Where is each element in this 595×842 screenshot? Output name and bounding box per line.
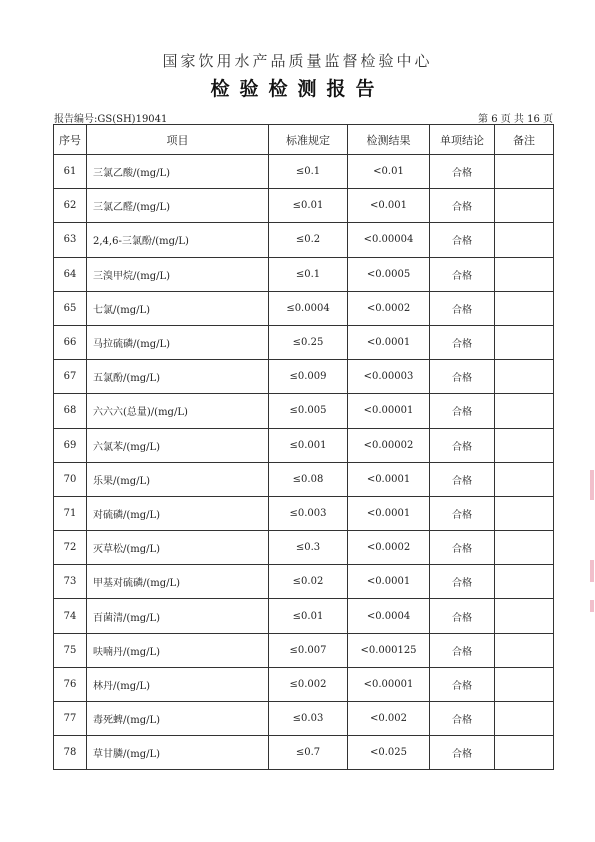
standard-limit: ≤0.08 (269, 462, 348, 496)
test-item: 七氯/(mg/L) (87, 291, 269, 325)
row-number: 65 (54, 291, 87, 325)
test-result: <0.000125 (348, 633, 430, 667)
seal-edge-mark (590, 470, 594, 500)
report-number: 报告编号:GS(SH)19041 (54, 114, 168, 125)
test-item: 对硫磷/(mg/L) (87, 496, 269, 530)
standard-limit: ≤0.1 (269, 257, 348, 291)
item-conclusion: 合格 (430, 462, 495, 496)
test-item: 乐果/(mg/L) (87, 462, 269, 496)
remark (495, 291, 554, 325)
row-number: 66 (54, 325, 87, 359)
seal-edge-mark (590, 560, 594, 582)
item-conclusion: 合格 (430, 531, 495, 565)
remark (495, 394, 554, 428)
standard-limit: ≤0.1 (269, 155, 348, 189)
seal-edge-mark (590, 600, 594, 612)
table-row (54, 667, 554, 701)
item-conclusion: 合格 (430, 189, 495, 223)
remark (495, 325, 554, 359)
page-indicator: 第 6 页 共 16 页 (478, 114, 553, 125)
item-conclusion: 合格 (430, 702, 495, 736)
remark (495, 531, 554, 565)
remark (495, 189, 554, 223)
test-result: <0.0001 (348, 565, 430, 599)
table-row (54, 428, 554, 462)
row-number: 63 (54, 223, 87, 257)
item-conclusion: 合格 (430, 325, 495, 359)
remark (495, 428, 554, 462)
test-item: 马拉硫磷/(mg/L) (87, 325, 269, 359)
standard-limit: ≤0.01 (269, 599, 348, 633)
row-number: 69 (54, 428, 87, 462)
report-title: 检验检测报告 (210, 78, 385, 100)
test-item: 五氯酚/(mg/L) (87, 360, 269, 394)
test-result: <0.01 (348, 155, 430, 189)
remark (495, 565, 554, 599)
table-row (54, 291, 554, 325)
remark (495, 496, 554, 530)
test-item: 三氯乙醛/(mg/L) (87, 189, 269, 223)
table-row (54, 531, 554, 565)
test-item: 毒死蜱/(mg/L) (87, 702, 269, 736)
table-row (54, 223, 554, 257)
row-number: 78 (54, 736, 87, 770)
table-row (54, 325, 554, 359)
test-result: <0.001 (348, 189, 430, 223)
item-conclusion: 合格 (430, 394, 495, 428)
standard-limit: ≤0.25 (269, 325, 348, 359)
test-result: <0.00001 (348, 667, 430, 701)
standard-limit: ≤0.001 (269, 428, 348, 462)
remark (495, 633, 554, 667)
test-result: <0.0005 (348, 257, 430, 291)
table-row (54, 360, 554, 394)
row-number: 62 (54, 189, 87, 223)
standard-limit: ≤0.009 (269, 360, 348, 394)
standard-limit: ≤0.7 (269, 736, 348, 770)
item-conclusion: 合格 (430, 667, 495, 701)
standard-limit: ≤0.03 (269, 702, 348, 736)
standard-limit: ≤0.002 (269, 667, 348, 701)
standard-limit: ≤0.02 (269, 565, 348, 599)
test-item: 三溴甲烷/(mg/L) (87, 257, 269, 291)
row-number: 61 (54, 155, 87, 189)
remark (495, 599, 554, 633)
test-result: <0.0001 (348, 496, 430, 530)
standard-limit: ≤0.2 (269, 223, 348, 257)
row-number: 75 (54, 633, 87, 667)
table-header-row (54, 125, 554, 155)
standard-limit: ≤0.0004 (269, 291, 348, 325)
item-conclusion: 合格 (430, 599, 495, 633)
test-item: 六六六(总量)/(mg/L) (87, 394, 269, 428)
table-row (54, 189, 554, 223)
remark (495, 155, 554, 189)
table-row (54, 599, 554, 633)
standard-limit: ≤0.01 (269, 189, 348, 223)
remark (495, 257, 554, 291)
row-number: 64 (54, 257, 87, 291)
row-number: 72 (54, 531, 87, 565)
column-header-item: 项目 (87, 125, 269, 155)
standard-limit: ≤0.007 (269, 633, 348, 667)
test-item: 百菌清/(mg/L) (87, 599, 269, 633)
table-row (54, 565, 554, 599)
item-conclusion: 合格 (430, 736, 495, 770)
table-row (54, 702, 554, 736)
test-item: 甲基对硫磷/(mg/L) (87, 565, 269, 599)
remark (495, 702, 554, 736)
table-row (54, 155, 554, 189)
row-number: 73 (54, 565, 87, 599)
row-number: 71 (54, 496, 87, 530)
item-conclusion: 合格 (430, 291, 495, 325)
table-row (54, 394, 554, 428)
column-header-remark: 备注 (495, 125, 554, 155)
row-number: 76 (54, 667, 87, 701)
item-conclusion: 合格 (430, 428, 495, 462)
item-conclusion: 合格 (430, 360, 495, 394)
row-number: 68 (54, 394, 87, 428)
standard-limit: ≤0.3 (269, 531, 348, 565)
results-body (54, 155, 554, 770)
test-result: <0.00002 (348, 428, 430, 462)
remark (495, 223, 554, 257)
test-result: <0.0002 (348, 531, 430, 565)
test-item: 六氯苯/(mg/L) (87, 428, 269, 462)
column-header-standard: 标准规定 (269, 125, 348, 155)
column-header-no: 序号 (54, 125, 87, 155)
test-result: <0.0001 (348, 325, 430, 359)
test-item: 呋喃丹/(mg/L) (87, 633, 269, 667)
results-table (53, 124, 554, 770)
test-item: 灭草松/(mg/L) (87, 531, 269, 565)
table-row (54, 257, 554, 291)
item-conclusion: 合格 (430, 496, 495, 530)
remark (495, 462, 554, 496)
table-row (54, 736, 554, 770)
row-number: 70 (54, 462, 87, 496)
row-number: 77 (54, 702, 87, 736)
table-row (54, 496, 554, 530)
remark (495, 360, 554, 394)
item-conclusion: 合格 (430, 565, 495, 599)
item-conclusion: 合格 (430, 633, 495, 667)
remark (495, 667, 554, 701)
column-header-result: 检测结果 (348, 125, 430, 155)
row-number: 74 (54, 599, 87, 633)
item-conclusion: 合格 (430, 155, 495, 189)
test-result: <0.00003 (348, 360, 430, 394)
column-header-conclusion: 单项结论 (430, 125, 495, 155)
table-row (54, 462, 554, 496)
test-item: 草甘膦/(mg/L) (87, 736, 269, 770)
test-result: <0.002 (348, 702, 430, 736)
item-conclusion: 合格 (430, 257, 495, 291)
organization-name: 国家饮用水产品质量监督检验中心 (162, 52, 433, 70)
test-result: <0.00001 (348, 394, 430, 428)
test-item: 三氯乙酸/(mg/L) (87, 155, 269, 189)
test-result: <0.0002 (348, 291, 430, 325)
test-item: 林丹/(mg/L) (87, 667, 269, 701)
standard-limit: ≤0.005 (269, 394, 348, 428)
remark (495, 736, 554, 770)
row-number: 67 (54, 360, 87, 394)
test-item: 2,4,6-三氯酚/(mg/L) (87, 223, 269, 257)
test-result: <0.00004 (348, 223, 430, 257)
test-result: <0.025 (348, 736, 430, 770)
test-result: <0.0004 (348, 599, 430, 633)
table-row (54, 633, 554, 667)
test-result: <0.0001 (348, 462, 430, 496)
standard-limit: ≤0.003 (269, 496, 348, 530)
item-conclusion: 合格 (430, 223, 495, 257)
